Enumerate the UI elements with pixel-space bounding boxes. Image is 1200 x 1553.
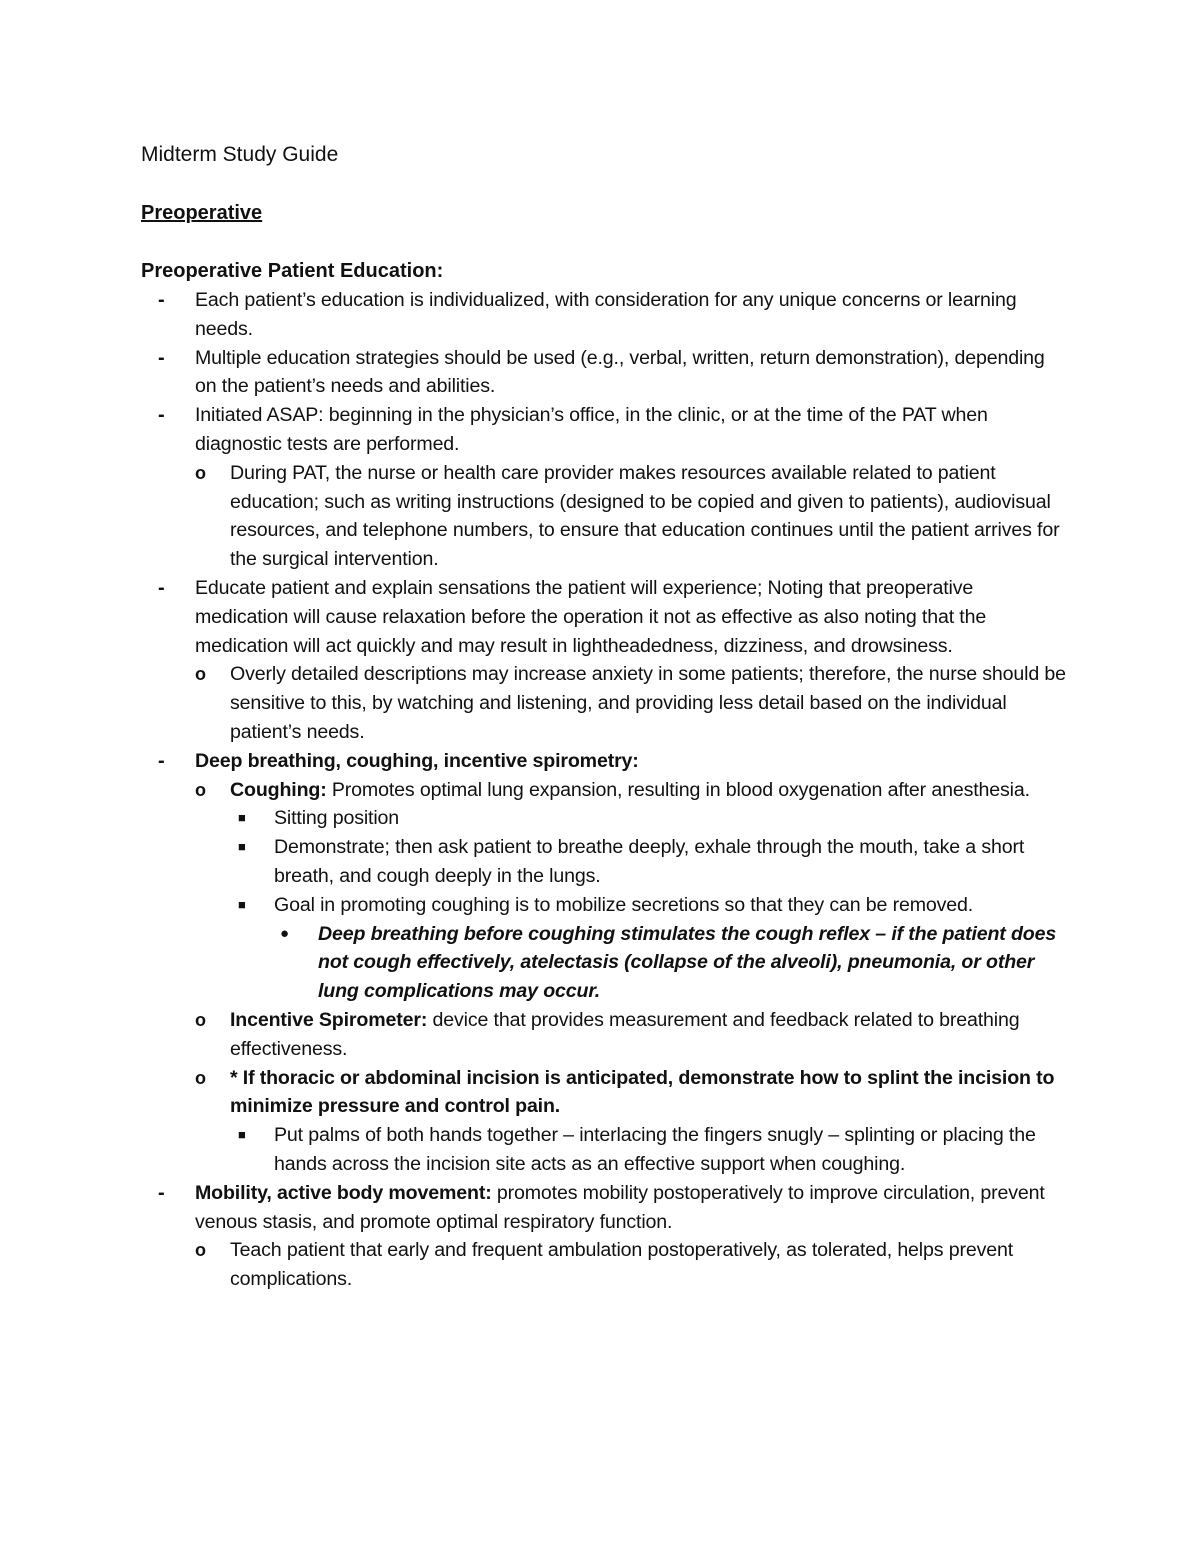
circle-bullet: o [195,1240,206,1261]
list-item-text: Overly detailed descriptions may increase anxiety in some patients; therefore, the nurse should be sensitive to this, by watching and listening, and providing less detail based on the individual patient’s needs. [230,663,1066,743]
dot-bullet: ● [280,924,290,942]
list-item-text: Demonstrate; then ask patient to breathe deeply, exhale through the mouth, take a short breath, and cough deeply in the lungs. [274,836,1025,887]
list-item [141,574,1071,660]
list-item [141,747,1071,776]
dash-bullet: - [158,346,165,369]
list-item [141,1179,1071,1237]
sub-list-item [141,660,1071,746]
sub-sub-list-item [141,804,1071,833]
sub-sub-list-item [141,891,1071,920]
circle-bullet: o [195,779,206,800]
list-item-text: During PAT, the nurse or health care provider makes resources available related to patient education; such as writing instructions (designed to be copied and given to patients), audiovisual resources, and telephone numbers, to ensure that education continues until the patient arrives for the surgical intervention. [230,461,1060,571]
list-item-text: Deep breathing before coughing stimulates the cough reflex – if the patient does not cough effectively, atelectasis (collapse of the alveoli), pneumonia, or other lung complications may occur. [318,922,1057,1003]
circle-bullet: o [195,664,206,685]
list-item-text: Promotes optimal lung expansion, resulting in blood oxygenation after anesthesia. [326,778,1030,801]
dash-bullet: - [158,576,165,599]
list-item [141,286,1071,344]
list-item-text: * If thoracic or abdominal incision is anticipated, demonstrate how to splint the incision to minimize pressure and control pain. [230,1066,1055,1118]
level4-list-item [141,920,1071,1006]
section-heading: Preoperative [141,202,263,224]
sub-list-item [141,459,1071,574]
list-item-text: Educate patient and explain sensations the patient will experience; Noting that preoperative medication will cause relaxation before the operation it not as effective as also noting that the medication will act quickly and may result in lightheadedness, dizziness, and drowsiness. [195,576,987,657]
list-item-text: Teach patient that early and frequent ambulation postoperatively, as tolerated, helps prevent complications. [230,1239,1014,1291]
square-bullet: ■ [238,896,246,912]
list-item-text: Sitting position [274,807,400,830]
dash-bullet: - [158,289,165,311]
document-title: Midterm Study Guide [141,143,339,166]
circle-bullet: o [195,1009,206,1030]
sub-list-item [141,1006,1071,1064]
sub-sub-list-item [141,1121,1071,1179]
sub-list-item [141,776,1071,805]
list-item [141,344,1071,402]
list-item-text: Initiated ASAP: beginning in the physician’s office, in the clinic, or at the time of the PAT when diagnostic tests are performed. [195,404,988,455]
list-item-text: Goal in promoting coughing is to mobilize secretions so that they can be removed. [274,893,974,916]
list-item-text: device that provides measurement and feedback related to breathing effectiveness. [230,1008,1020,1060]
square-bullet: ■ [238,1127,246,1143]
dash-bullet: - [158,404,165,427]
dash-bullet: - [158,1181,165,1204]
list-item-text: Put palms of both hands together – interlacing the fingers snugly – splinting or placing the hands across the incision site acts as an effective support when coughing. [274,1124,1036,1175]
subheading: Preoperative Patient Education: [141,260,444,282]
notes-list [141,286,1071,1294]
list-item-text: Multiple education strategies should be used (e.g., verbal, written, return demonstration), depending on the patient’s needs and abilities. [195,346,1045,398]
sub-sub-list-item [141,833,1071,891]
list-item-text: promotes mobility postoperatively to improve circulation, prevent venous stasis, and promote optimal respiratory function. [195,1181,1045,1233]
circle-bullet: o [195,1067,206,1088]
list-item [141,401,1071,459]
sub-list-item [141,1236,1071,1294]
list-item-text: Each patient’s education is individualized, with consideration for any unique concerns or learning needs. [195,289,1017,340]
list-item-heading: Deep breathing, coughing, incentive spirometry: [195,749,639,772]
circle-bullet: o [195,462,206,483]
square-bullet: ■ [238,810,246,826]
square-bullet: ■ [238,839,246,855]
list-item-label: Incentive Spirometer: [230,1008,428,1031]
list-item-label: Coughing: [230,778,327,801]
dash-bullet: - [158,749,165,772]
list-item-label: Mobility, active body movement: [195,1181,492,1204]
sub-list-item [141,1064,1071,1122]
